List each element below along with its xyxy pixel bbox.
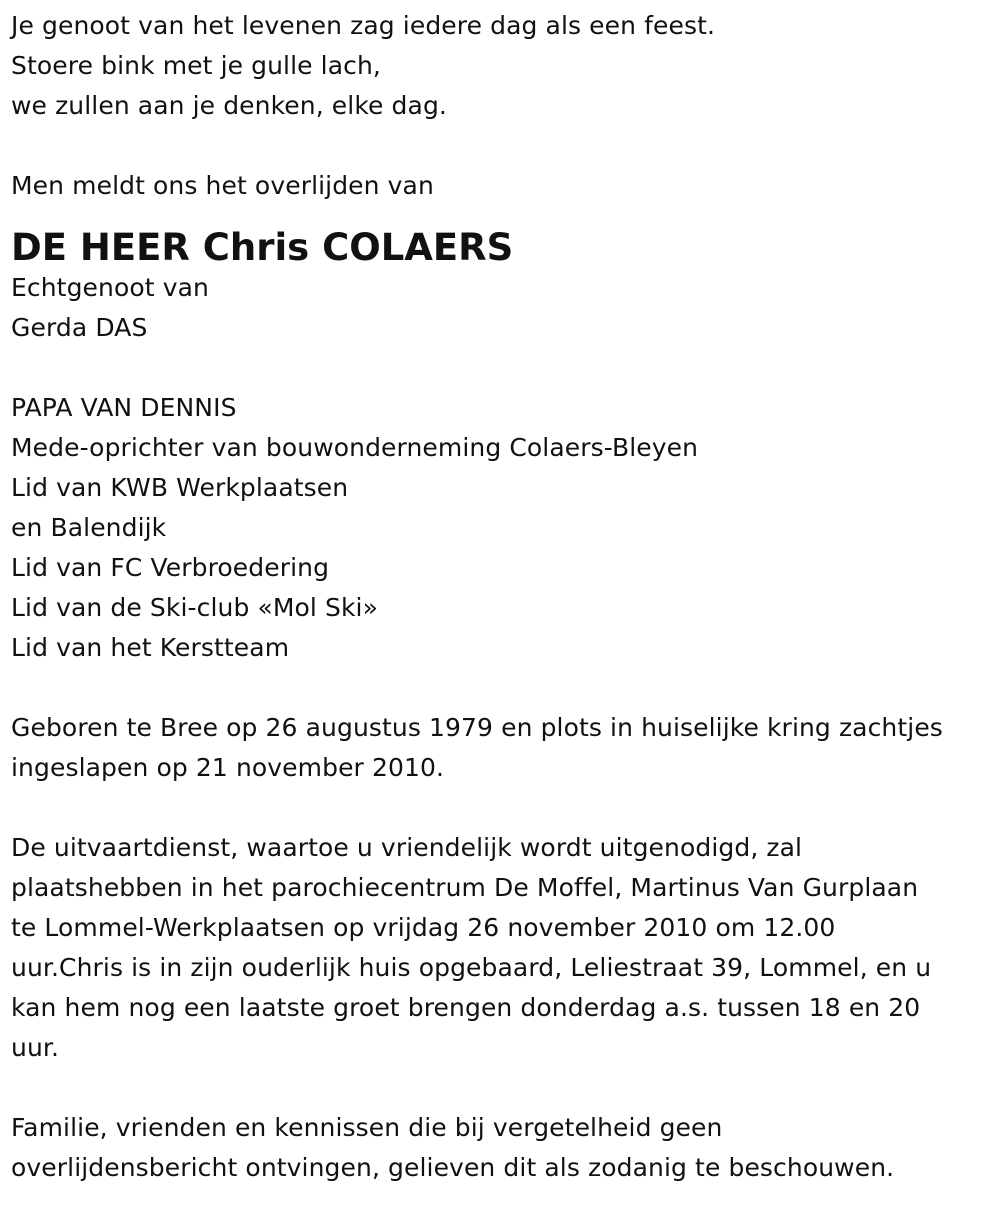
- poem: [11, 6, 996, 126]
- deceased-name: DE HEER Chris COLAERS: [11, 226, 514, 269]
- paragraph-line: uur.: [11, 1033, 60, 1062]
- paragraph-line: ingeslapen op 21 november 2010.: [11, 753, 445, 782]
- paragraph-line: Geboren te Bree op 26 augustus 1979 en plots in huiselijke kring zachtjes: [11, 713, 943, 742]
- paragraph-line: De uitvaartdienst, waartoe u vriendelijk wordt uitgenodigd, zal: [11, 833, 803, 862]
- spacer: [11, 348, 996, 388]
- role-line: en Balendijk: [11, 513, 167, 542]
- spouse-line: Echtgenoot van: [11, 273, 209, 302]
- paragraph-line: plaatshebben in het parochiecentrum De Moffel, Martinus Van Gurplaan: [11, 873, 919, 902]
- spacer: [11, 126, 996, 166]
- birth-death-paragraph: [11, 708, 996, 788]
- roles-block: [11, 388, 996, 668]
- role-line: Lid van FC Verbroedering: [11, 553, 330, 582]
- role-line: Lid van KWB Werkplaatsen: [11, 473, 349, 502]
- spacer: [11, 668, 996, 708]
- poem-line: Je genoot van het levenen zag iedere dag als een feest.: [11, 11, 716, 40]
- role-line: Lid van de Ski-club «Mol Ski»: [11, 593, 378, 622]
- spouse-line: Gerda DAS: [11, 313, 148, 342]
- spouse-block: [11, 268, 996, 348]
- paragraph-line: kan hem nog een laatste groet brengen donderdag a.s. tussen 18 en 20: [11, 993, 921, 1022]
- spacer: [11, 1068, 996, 1108]
- spacer: [11, 788, 996, 828]
- funeral-paragraph: [11, 828, 996, 1068]
- closing-paragraph: [11, 1108, 996, 1188]
- paragraph-line: overlijdensbericht ontvingen, gelieven dit als zodanig te beschouwen.: [11, 1153, 895, 1182]
- paragraph-line: uur.Chris is in zijn ouderlijk huis opgebaard, Leliestraat 39, Lommel, en u: [11, 953, 932, 982]
- announcement-text: Men meldt ons het overlijden van: [11, 171, 434, 200]
- role-line: Mede-oprichter van bouwonderneming Colaers-Bleyen: [11, 433, 699, 462]
- poem-line: we zullen aan je denken, elke dag.: [11, 91, 447, 120]
- paragraph-line: Familie, vrienden en kennissen die bij vergetelheid geen: [11, 1113, 723, 1142]
- role-line: PAPA VAN DENNIS: [11, 393, 237, 422]
- role-line: Lid van het Kerstteam: [11, 633, 290, 662]
- obituary-document: [11, 0, 996, 1188]
- poem-line: Stoere bink met je gulle lach,: [11, 51, 381, 80]
- paragraph-line: te Lommel-Werkplaatsen op vrijdag 26 november 2010 om 12.00: [11, 913, 836, 942]
